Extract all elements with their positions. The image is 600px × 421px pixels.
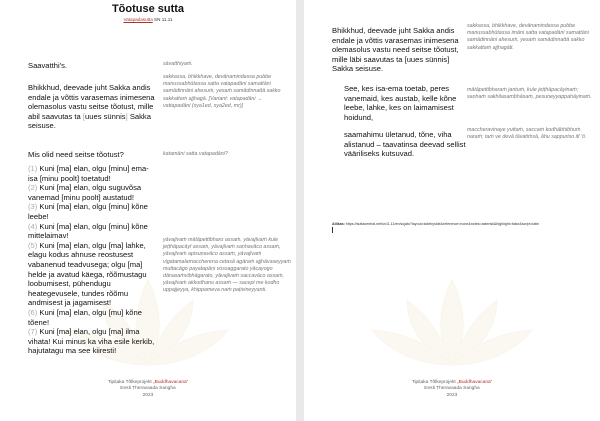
source-url[interactable]: https://suttacentral.net/sn11.11/en/sujato?layout=sidebyside&reference=none&notes=asterisk&highlight=false&script=latin — [345, 222, 540, 226]
vow-item: (4) Kuni [ma] elan, olgu [minu] kõne mittelaimav! — [28, 221, 148, 241]
page-footer: Tipiṭaka Tõlkeprojekt „Buddhavacana“ Eesti Theravaada Sangha 2023 — [411, 380, 493, 398]
sutta-reference: SN 11.11 — [154, 17, 173, 22]
pali-question: katamāni satta vatapadāni? — [163, 151, 228, 157]
lotus-watermark-icon — [362, 270, 542, 380]
et-intro-part-2: seitse tõotust, mille abil saavutas ta — [28, 102, 154, 121]
vow-item: (7) Kuni [ma] elan, olgu [ma] ilma vihata! Kui minus ka viha esile kerkib, hajutatagu ma see kiiresti! — [28, 327, 155, 356]
left-page — [0, 0, 296, 421]
et-intro-part-3: uues sünnis — [85, 111, 126, 121]
page-subtitle — [0, 17, 296, 22]
vow-item: (6) Kuni [ma] elan, olgu [mu] kõne tõene! — [28, 307, 142, 327]
et-intro-part-1: Bhikkhud, deevade juht Sakka andis endale ja võttis varasemas inimesena olemasolus vastu — [28, 83, 155, 112]
vow-list — [28, 164, 156, 356]
vow-item: (3) Kuni [ma] elan, olgu [minu] kõne leebe! — [28, 202, 148, 221]
pali-verse-1: mātāpettibharaṁ jantuṁ, kule jeṭṭhāpacāyinaṁ; saṇhaṁ sakhilasambhāsaṁ, pesuṇeyyappahāyinaṁ. — [467, 87, 592, 101]
footer-link[interactable]: „Buddhavacana“ — [457, 380, 493, 385]
pali-summary: sakkassa, bhikkhave, devānamindassa pubbe manussabhūtassa imāni satta vatapadāni samattāni samādinnāni ahesuṁ, yesaṁ samādinnattā sakko sakkattaṁ ajjhagāti. — [467, 23, 589, 51]
pali-verse-2: maccheravinaye yuttaṁ, saccaṁ kodhābhibhuṁ naraṁ; taṁ ve devā tāvatiṁsā, āhu sappuriso itī ’ti. — [467, 127, 587, 141]
et-summary: Bhikkhud, deevade juht Sakka andis endale ja võttis varasemas inimesena olemasolus vastu need seitse tõotust, mille läbi saavutas ta [uues sünnis] Sakka seisuse. — [332, 26, 459, 74]
et-question: Mis olid need seitse tõotust? — [28, 150, 124, 159]
et-verse-2: saamahimu ületanud, tõne, viha alistanud – taavatinsa deevad sellist vääriliseks kutsuvad. — [344, 130, 466, 159]
et-intro-part-4: Sakka seisuse. — [28, 111, 151, 131]
right-page — [304, 0, 600, 421]
sutta-link[interactable]: Vatapadasutta — [123, 17, 153, 22]
pali-intro: sakkassa, bhikkhave, devānamindassa pubbe manussabhūtassa satta vatapadāni samattāni samādinnāni ahesuṁ, yesaṁ samādinnattā sakko sakkattaṁ ajjhagā. [Variant: vatapadāni → vattapadāni (sya1ed, sya2ed, mr)] — [163, 74, 281, 109]
source-line — [332, 222, 592, 226]
vow-item: (2) Kuni [ma] elan, olgu suguvõsa vanemad [minu poolt] austatud! — [28, 183, 142, 202]
pali-vows: yāvajīvaṁ mātāpettibharo assaṁ, yāvajīvaṁ kule jeṭṭhāpacāyī assaṁ, yāvajīvaṁ saṇhavāco assaṁ, yāvajīvaṁ apisuṇavāco assaṁ, yāvajīvaṁ vigatamalamaccherena cetasā agāraṁ ajjhāvaseyyaṁ muttacāgo payatapāṇi vossaggarato yācayogo dānasaṁvibhāgarato, yāvajīvaṁ saccavāco assaṁ, yāvajīvaṁ akkodhano assaṁ — sacepi me kodho uppajjeyya, khippameva naṁ paṭivineyyanti. — [163, 237, 291, 294]
vow-item: (1) Kuni [ma] elan, olgu [minu] ema-isa [minu poolt] toetatud! — [28, 164, 149, 183]
page-footer: Tipiṭaka Tõlkeprojekt „Buddhavacana“ Eesti Theravaada Sangha 2023 — [107, 380, 189, 398]
et-heading: Saavatthi's. — [28, 61, 68, 70]
footer-link[interactable]: „Buddhavacana“ — [153, 380, 189, 385]
et-verse-1: See, kes isa-ema toetab, peres vanemaid, kes austab, kelle kõne leebe, lahke, kes on laimamisest hoidund, — [344, 84, 457, 122]
text-cursor — [332, 227, 333, 233]
page-title: Tõotuse sutta — [111, 3, 185, 15]
vow-item: (5) Kuni [ma] elan, olgu [ma] lahke, elagu kodus ahnuse reostusest vabanenud teadvusega; olgu [ma] helde ja avatud käega, rõõmustagu loobumisest, pühendugu heategevusele, tundes rõõmu andmisest ja jagamisest! — [28, 240, 147, 308]
et-intro: Bhikkhud, deevade juht Sakka andis endale ja võttis varasemas inimesena olemasolus vastu seitse tõotust, mille abil saavutas ta [uues sünnis] Sakka seisuse. — [28, 83, 155, 131]
pali-heading: sāvatthiyaṁ. — [163, 61, 193, 67]
source-label: Allikas: — [332, 222, 345, 226]
